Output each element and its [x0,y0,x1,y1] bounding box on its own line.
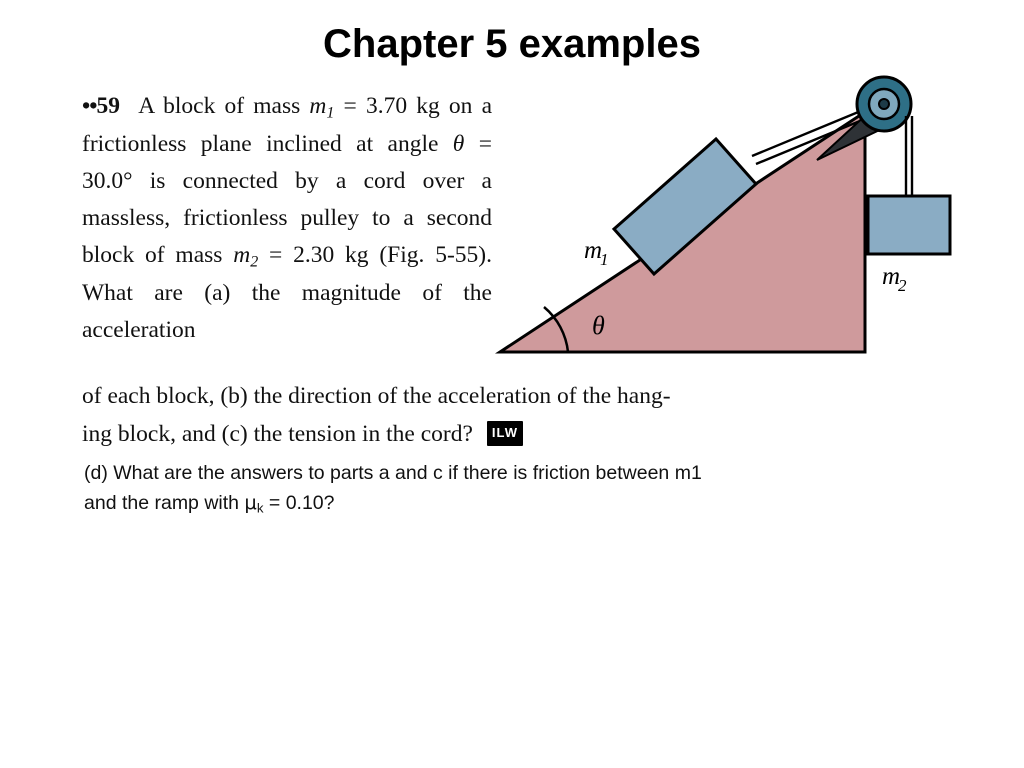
problem-statement [82,88,492,349]
problem-statement-continued [82,378,882,453]
label-m2: m [882,263,901,290]
problem-tail-line-2-wrap [82,416,882,454]
part-d-question [84,458,914,519]
figure-inclined-plane-pulley [480,72,980,372]
symbol-theta: θ [452,130,465,157]
label-theta: θ [592,311,605,340]
problem-difficulty-dots: •• [82,93,97,119]
symbol-m2: m [233,242,251,269]
pulley-axle [879,99,889,109]
problem-text-3: = 30.0° is connected by a cord over a massless, frictionless pulley to a second block of mass [82,130,492,269]
part-d-line-2-pre: and the ramp with [84,492,245,515]
symbol-mu: μ [244,491,257,515]
symbol-m1-subscript: 1 [326,104,335,122]
symbol-m1: m [309,93,327,119]
problem-tail-line-2: ing block, and (c) the tension in the cord? [82,420,473,447]
label-m1-subscript: 1 [600,250,609,269]
problem-text-2: = 3.70 kg on a frictionless plane inclined at angle [82,93,492,157]
page-title: Chapter 5 examples [323,22,701,66]
problem-text-4: = 2.30 kg (Fig. 5-55). What are (a) the magnitude of the acceleration [82,242,492,343]
symbol-mu-subscript: k [256,500,264,516]
part-d-line-2 [84,488,914,519]
problem-number: 59 [96,93,120,119]
block-m2-shape [868,196,950,254]
symbol-m2-subscript: 2 [250,253,259,271]
problem-tail-line-1: of each block, (b) the direction of the acceleration of the hang- [82,383,671,409]
ilw-badge: ILW [487,421,523,447]
label-m1: m [584,237,603,264]
label-m2-subscript: 2 [898,276,907,295]
part-d-line-2-post: = 0.10? [263,492,335,515]
problem-text-1: A block of mass [138,93,310,119]
part-d-line-1: (d) What are the answers to parts a and c if there is friction between m1 [84,462,702,484]
